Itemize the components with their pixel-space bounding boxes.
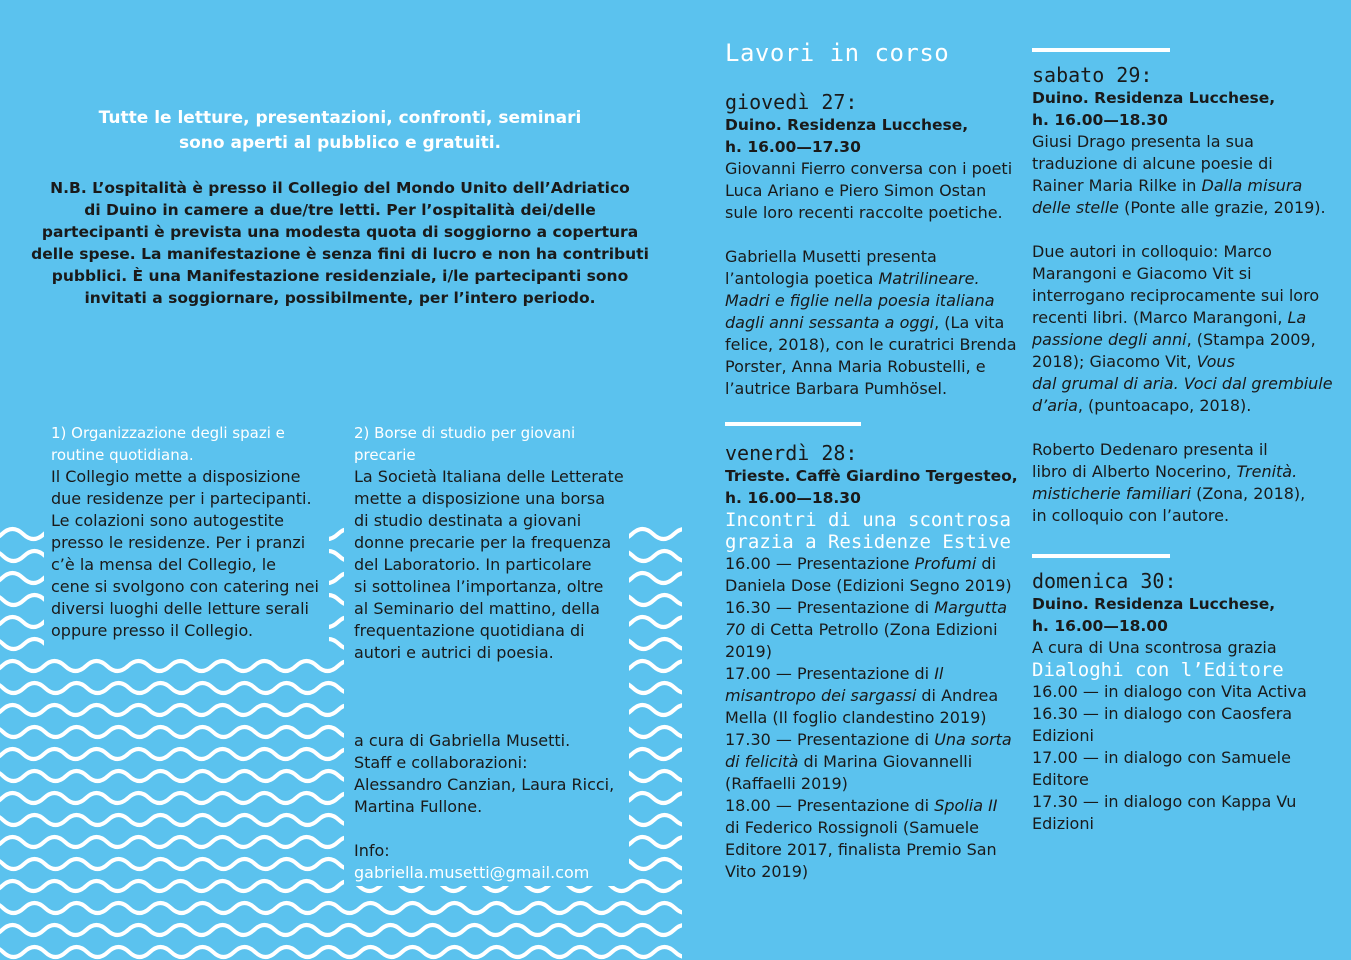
nb-line: N.B. L’ospitalità è presso il Collegio del Mondo Unito dell’Adriatico xyxy=(50,179,630,197)
nb-line: di Duino in camere a due/tre letti. Per l’ospitalità dei/delle xyxy=(84,201,596,219)
event-line: Gabriella Musetti presenta xyxy=(725,247,937,266)
event-line: Mella (Il foglio clandestino 2019) xyxy=(725,708,987,727)
day-heading: sabato 29: xyxy=(1032,63,1153,87)
body-line: Il Collegio mette a disposizione xyxy=(51,467,301,486)
body-line: del Laboratorio. In particolare xyxy=(354,555,592,574)
day-giovedi xyxy=(725,90,1025,400)
event-line: misantropo dei sargassi di Andrea xyxy=(725,686,999,705)
event-line: Vito 2019) xyxy=(725,862,809,881)
credits-block xyxy=(354,730,634,818)
event-line: interrogano reciprocamente sui loro xyxy=(1032,286,1320,305)
day-sabato xyxy=(1032,63,1337,527)
event-line: 16.00 — Presentazione Profumi di xyxy=(725,554,997,573)
event-time: h. 16.00—17.30 xyxy=(725,138,861,156)
day-heading: domenica 30: xyxy=(1032,569,1177,593)
event-line: sule loro recenti raccolte poetiche. xyxy=(725,203,1003,222)
event-place: Trieste. Caffè Giardino Tergesteo, xyxy=(725,467,1018,485)
event-line: 17.30 — Presentazione di Una sorta xyxy=(725,730,1012,749)
event-line: (Raffaelli 2019) xyxy=(725,774,848,793)
event-line: 2019) xyxy=(725,642,772,661)
event-line: l’autrice Barbara Pumhösel. xyxy=(725,379,948,398)
event-line: Porster, Anna Maria Robustelli, e xyxy=(725,357,986,376)
event-line: Editore 2017, finalista Premio San xyxy=(725,840,997,859)
event-line: Edizioni xyxy=(1032,814,1094,833)
body-line: due residenze per i partecipanti. xyxy=(51,489,312,508)
event-line: di Federico Rossignoli (Samuele xyxy=(725,818,979,837)
section-heading: precarie xyxy=(354,446,416,464)
event-line: Due autori in colloquio: Marco xyxy=(1032,242,1272,261)
nb-notice xyxy=(20,177,660,309)
event-line: Marangoni e Giacomo Vit si xyxy=(1032,264,1252,283)
event-line: 18.00 — Presentazione di Spolia II xyxy=(725,796,998,815)
event-line: 16.30 — in dialogo con Caosfera xyxy=(1032,704,1293,723)
event-line: 17.30 — in dialogo con Kappa Vu xyxy=(1032,792,1297,811)
credits-line: Staff e collaborazioni: xyxy=(354,753,528,772)
event-line: Roberto Dedenaro presenta il xyxy=(1032,440,1268,459)
event-time: h. 16.00—18.30 xyxy=(1032,111,1168,129)
event-line: Edizioni xyxy=(1032,726,1094,745)
wave-line xyxy=(0,947,696,957)
event-line: traduzione di alcune poesie di xyxy=(1032,154,1273,173)
event-line: Giusi Drago presenta la sua xyxy=(1032,132,1254,151)
section-heading: 1) Organizzazione degli spazi e xyxy=(51,424,285,442)
section-heading: routine quotidiana. xyxy=(51,446,194,464)
event-line: Editore xyxy=(1032,770,1089,789)
event-line: passione degli anni, (Stampa 2009, xyxy=(1032,330,1316,349)
event-place: Duino. Residenza Lucchese, xyxy=(1032,595,1276,613)
event-line: in colloquio con l’autore. xyxy=(1032,506,1230,525)
wave-line xyxy=(0,925,716,935)
section-organizzazione xyxy=(51,422,331,642)
program-title: Lavori in corso xyxy=(725,39,950,67)
event-place: Duino. Residenza Lucchese, xyxy=(1032,89,1276,107)
event-line: Madri e figlie nella poesia italiana xyxy=(725,291,995,310)
day-heading: venerdì 28: xyxy=(725,441,858,465)
credits-line: Alessandro Canzian, Laura Ricci, xyxy=(354,775,615,794)
day-domenica xyxy=(1032,569,1337,835)
body-line: donne precarie per la frequenza xyxy=(354,533,612,552)
nb-line: invitati a soggiornare, possibilmente, per l’intero periodo. xyxy=(84,289,596,307)
info-label: Info: xyxy=(354,841,390,860)
divider-rule xyxy=(725,422,861,426)
event-line: 16.30 — Presentazione di Margutta xyxy=(725,598,1008,617)
event-line: 17.00 — Presentazione di Il xyxy=(725,664,944,683)
credits-line: a cura di Gabriella Musetti. xyxy=(354,731,571,750)
divider-rule xyxy=(1032,48,1170,52)
event-line: Daniela Dose (Edizioni Segno 2019) xyxy=(725,576,1012,595)
event-line: dal grumal di aria. Voci dal grembiule xyxy=(1032,374,1333,393)
day-heading: giovedì 27: xyxy=(725,90,858,114)
intro-line-2: sono aperti al pubblico e gratuiti. xyxy=(178,133,502,153)
section-heading: 2) Borse di studio per giovani xyxy=(354,424,576,442)
nb-line: pubblici. È una Manifestazione residenziale, i/le partecipanti sono xyxy=(51,267,629,285)
event-line: recenti libri. (Marco Marangoni, La xyxy=(1032,308,1307,327)
body-line: di studio destinata a giovani xyxy=(354,511,582,530)
event-line: Giovanni Fierro conversa con i poeti xyxy=(725,159,1013,178)
nb-line: partecipanti è prevista una modesta quota di soggiorno a copertura xyxy=(41,223,639,241)
event-line: felice, 2018), con le curatrici Brenda xyxy=(725,335,1017,354)
event-line: A cura di Una scontrosa grazia xyxy=(1032,638,1277,657)
body-line: cene si svolgono con catering nei xyxy=(51,577,319,596)
info-email-link[interactable]: gabriella.musetti@gmail.com xyxy=(354,863,590,882)
divider-rule xyxy=(1032,554,1170,558)
event-line: dagli anni sessanta a oggi, (La vita xyxy=(725,313,1005,332)
event-subtitle: Incontri di una scontrosa xyxy=(725,509,1011,531)
body-line: frequentazione quotidiana di xyxy=(354,621,585,640)
body-line: autori e autrici di poesia. xyxy=(354,643,554,662)
body-line: oppure presso il Collegio. xyxy=(51,621,254,640)
body-line: presso le residenze. Per i pranzi xyxy=(51,533,306,552)
nb-line: delle spese. La manifestazione è senza fini di lucro e non ha contributi xyxy=(31,245,649,263)
body-line: Le colazioni sono autogestite xyxy=(51,511,285,530)
body-line: al Seminario del mattino, della xyxy=(354,599,600,618)
day-venerdi xyxy=(725,441,1025,883)
credits-line: Martina Fullone. xyxy=(354,797,483,816)
event-line: d’aria, (puntoacapo, 2018). xyxy=(1032,396,1252,415)
event-time: h. 16.00—18.00 xyxy=(1032,617,1168,635)
event-place: Duino. Residenza Lucchese, xyxy=(725,116,969,134)
body-line: mette a disposizione una borsa xyxy=(354,489,605,508)
event-line: 70 di Cetta Petrollo (Zona Edizioni xyxy=(725,620,998,639)
event-subtitle: grazia a Residenze Estive xyxy=(725,531,1011,553)
info-block xyxy=(354,840,634,884)
section-borse-di-studio xyxy=(354,422,634,664)
body-line: diversi luoghi delle letture serali xyxy=(51,599,309,618)
event-line: 17.00 — in dialogo con Samuele xyxy=(1032,748,1291,767)
event-line: Rainer Maria Rilke in Dalla misura xyxy=(1032,176,1303,195)
event-line: misticherie familiari (Zona, 2018), xyxy=(1032,484,1306,503)
body-line: La Società Italiana delle Letterate xyxy=(354,467,624,486)
intro-block xyxy=(40,106,640,156)
body-line: c’è la mensa del Collegio, le xyxy=(51,555,277,574)
event-line: delle stelle (Ponte alle grazie, 2019). xyxy=(1032,198,1326,217)
intro-line-1: Tutte le letture, presentazioni, confronti, seminari xyxy=(98,108,582,128)
event-line: di felicità di Marina Giovannelli xyxy=(725,752,973,771)
event-line: l’antologia poetica Matrilineare. xyxy=(725,269,980,288)
event-line: 2018); Giacomo Vit, Vous xyxy=(1032,352,1235,371)
event-subtitle: Dialoghi con l’Editore xyxy=(1032,659,1284,681)
event-line: libro di Alberto Nocerino, Trenità. xyxy=(1032,462,1298,481)
wave-line xyxy=(0,903,696,913)
event-line: Luca Ariano e Piero Simon Ostan xyxy=(725,181,987,200)
event-time: h. 16.00—18.30 xyxy=(725,489,861,507)
body-line: si sottolinea l’importanza, oltre xyxy=(354,577,604,596)
event-line: 16.00 — in dialogo con Vita Activa xyxy=(1032,682,1307,701)
